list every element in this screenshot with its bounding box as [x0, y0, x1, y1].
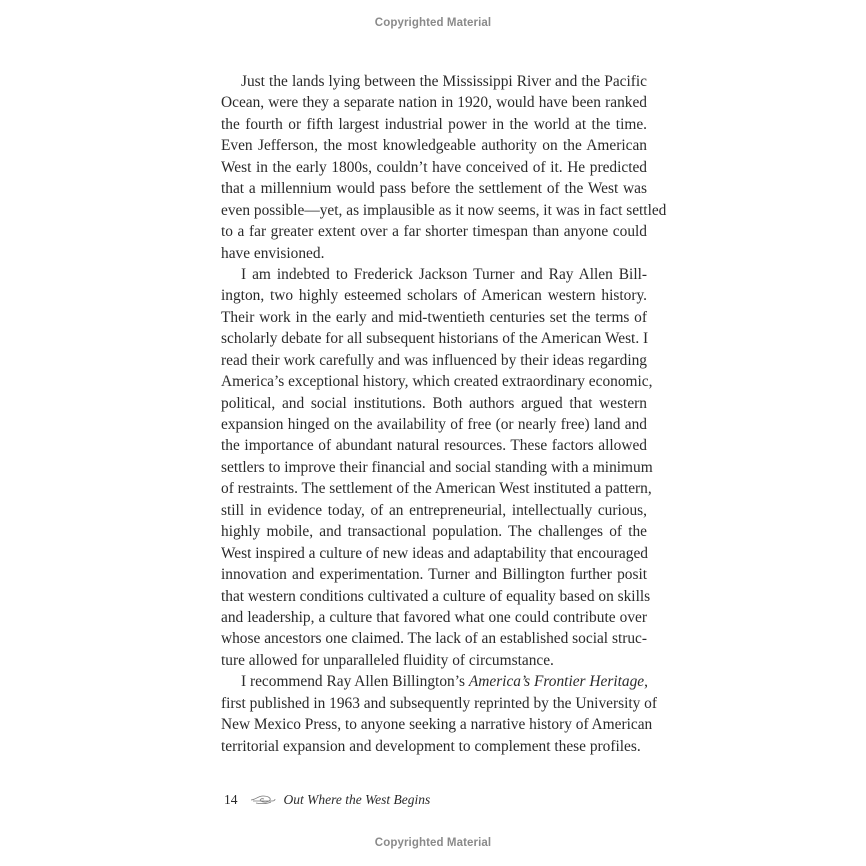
text-line: West inspired a culture of new ideas and adaptability that encouraged	[221, 544, 648, 562]
text-line: the fourth or fifth largest industrial power in the world at the time.	[221, 115, 647, 133]
page-footer	[224, 792, 430, 808]
text-line: have envisioned.	[221, 244, 325, 262]
text-run: I recommend Ray Allen Billington’s	[241, 673, 469, 691]
flourish-ornament-icon	[250, 794, 276, 806]
running-title: Out Where the West Begins	[283, 792, 431, 807]
text-line: Their work in the early and mid-twentieth centuries set the terms of	[221, 308, 647, 326]
text-line: Even Jefferson, the most knowledgeable authority on the American	[221, 137, 647, 155]
paragraph-2	[221, 264, 653, 671]
text-line: Just the lands lying between the Mississippi River and the Pacific	[241, 73, 647, 90]
copyright-watermark-bottom: Copyrighted Material	[374, 837, 492, 849]
text-run: ,	[644, 673, 648, 691]
text-line: territorial expansion and development to complement these profiles.	[221, 737, 641, 755]
text-line: New Mexico Press, to anyone seeking a narrative history of American	[221, 716, 653, 734]
text-line: that a millennium would pass before the settlement of the West was	[221, 180, 647, 198]
text-line: that western conditions cultivated a culture of equality based on skills	[221, 587, 651, 605]
copyright-watermark-top: Copyrighted Material	[374, 17, 492, 29]
text-line: whose ancestors one claimed. The lack of an established social struc-	[221, 630, 647, 648]
paragraph-1	[221, 71, 667, 264]
book-title: America’s Frontier Heritage	[468, 673, 645, 691]
text-line: to a far greater extent over a far shorter timespan than anyone could	[221, 223, 647, 241]
text-line: ington, two highly esteemed scholars of American western history.	[221, 287, 647, 305]
text-line: America’s exceptional history, which created extraordinary economic,	[221, 373, 653, 391]
page-body	[221, 71, 667, 757]
text-line: highly mobile, and transactional population. The challenges of the	[221, 523, 647, 541]
text-line: still in evidence today, of an entrepreneurial, intellectually curious,	[221, 501, 647, 519]
text-line: expansion hinged on the availability of free (or nearly free) land and	[221, 416, 647, 433]
text-line: political, and social institutions. Both authors argued that western	[221, 394, 647, 412]
page-number: 14	[224, 792, 238, 807]
text-line	[221, 671, 647, 692]
paragraph-3	[221, 671, 657, 757]
text-line: Ocean, were they a separate nation in 1920, would have been ranked	[221, 94, 647, 112]
text-line: ture allowed for unparalleled fluidity of circumstance.	[221, 651, 554, 669]
text-line: and leadership, a culture that favored what one could contribute over	[221, 608, 647, 626]
text-line: settlers to improve their financial and social standing with a minimum	[221, 458, 653, 476]
text-line: the importance of abundant natural resources. These factors allowed	[221, 437, 647, 455]
text-line: West in the early 1800s, couldn’t have conceived of it. He predicted	[221, 158, 647, 176]
text-line: of restraints. The settlement of the American West instituted a pattern,	[221, 480, 652, 498]
text-line: first published in 1963 and subsequently reprinted by the University of	[221, 694, 657, 712]
text-line: even possible—yet, as implausible as it now seems, it was in fact settled	[221, 201, 667, 219]
text-line: innovation and experimentation. Turner and Billington further posit	[221, 566, 647, 584]
text-line: scholarly debate for all subsequent historians of the American West. I	[221, 330, 649, 348]
text-line: I am indebted to Frederick Jackson Turner and Ray Allen Bill-	[241, 265, 647, 283]
text-line: read their work carefully and was influenced by their ideas regarding	[221, 351, 647, 369]
